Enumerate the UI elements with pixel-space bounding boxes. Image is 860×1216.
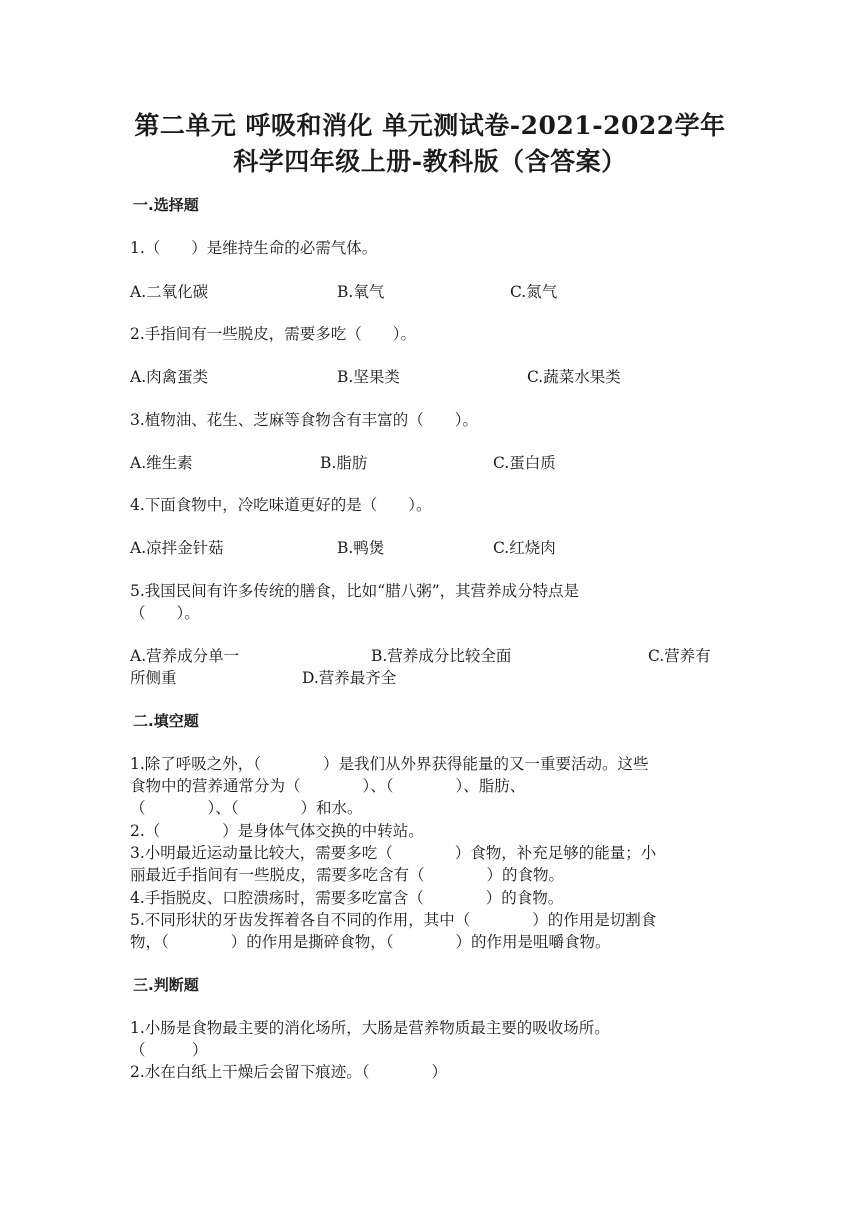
question-1-option-b: B.氧气 xyxy=(337,283,385,301)
question-1-option-c: C.氮气 xyxy=(510,283,558,301)
fill-line: 5.不同形状的牙齿发挥着各自不同的作用，其中（ ）的作用是切割食 xyxy=(130,911,657,929)
document-title-line-2: 科学四年级上册-教科版（含答案） xyxy=(233,147,627,176)
question-5-option-c-part-2: 所侧重 xyxy=(130,669,177,687)
question-1-option-a: A.二氧化碳 xyxy=(130,283,209,301)
question-3-option-a: A.维生素 xyxy=(130,454,193,472)
question-2-option-a: A.肉禽蛋类 xyxy=(130,368,209,386)
section-heading-fill-in: 二.填空题 xyxy=(133,712,199,730)
fill-line: 食物中的营养通常分为（ ）、（ ）、脂肪、 xyxy=(130,777,526,795)
question-4-stem: 4.下面食物中，冷吃味道更好的是（ ）。 xyxy=(130,496,432,514)
judge-line: 1.小肠是食物最主要的消化场所，大肠是营养物质最主要的吸收场所。 xyxy=(130,1019,610,1037)
section-heading-true-false: 三.判断题 xyxy=(133,976,199,994)
question-5-option-a: A.营养成分单一 xyxy=(130,647,240,665)
judge-line: 2.水在白纸上干燥后会留下痕迹。（ ） xyxy=(130,1063,448,1081)
question-2-stem: 2.手指间有一些脱皮，需要多吃（ ）。 xyxy=(130,325,417,343)
question-5-option-c-part-1: C.营养有 xyxy=(648,647,711,665)
question-3-stem: 3.植物油、花生、芝麻等食物含有丰富的（ ）。 xyxy=(130,411,479,429)
fill-line: 4.手指脱皮、口腔溃疡时，需要多吃富含（ ）的食物。 xyxy=(130,889,564,907)
section-heading-choice: 一.选择题 xyxy=(133,196,199,214)
question-4-option-b: B.鸭煲 xyxy=(337,539,385,557)
fill-line: 2.（ ）是身体气体交换的中转站。 xyxy=(130,822,424,840)
fill-line: 丽最近手指间有一些脱皮，需要多吃含有（ ）的食物。 xyxy=(130,866,565,884)
question-1-stem: 1.（ ）是维持生命的必需气体。 xyxy=(130,239,378,257)
question-5-stem-line-1: 5.我国民间有许多传统的膳食，比如“腊八粥”，其营养成分特点是 xyxy=(130,582,580,600)
question-4-option-a: A.凉拌金针菇 xyxy=(130,539,224,557)
question-3-option-c: C.蛋白质 xyxy=(493,454,556,472)
question-5-option-b: B.营养成分比较全面 xyxy=(371,647,512,665)
fill-line: （ ）、（ ）和水。 xyxy=(130,799,363,817)
fill-line: 3.小明最近运动量比较大，需要多吃（ ）食物，补充足够的能量；小 xyxy=(130,844,657,862)
question-2-option-c: C.蔬菜水果类 xyxy=(527,368,621,386)
question-2-option-b: B.坚果类 xyxy=(337,368,400,386)
judge-line: （ ） xyxy=(130,1041,208,1059)
document-title-line-1: 第二单元 呼吸和消化 单元测试卷-2021-2022学年 xyxy=(134,111,726,140)
fill-line: 物，（ ）的作用是撕碎食物，（ ）的作用是咀嚼食物。 xyxy=(130,933,611,951)
question-5-stem-line-2: （ ）。 xyxy=(130,604,200,622)
question-3-option-b: B.脂肪 xyxy=(320,454,368,472)
question-5-option-d: D.营养最齐全 xyxy=(302,669,397,687)
fill-line: 1.除了呼吸之外，（ ）是我们从外界获得能量的又一重要活动。这些 xyxy=(130,755,649,773)
question-4-option-c: C.红烧肉 xyxy=(493,539,556,557)
